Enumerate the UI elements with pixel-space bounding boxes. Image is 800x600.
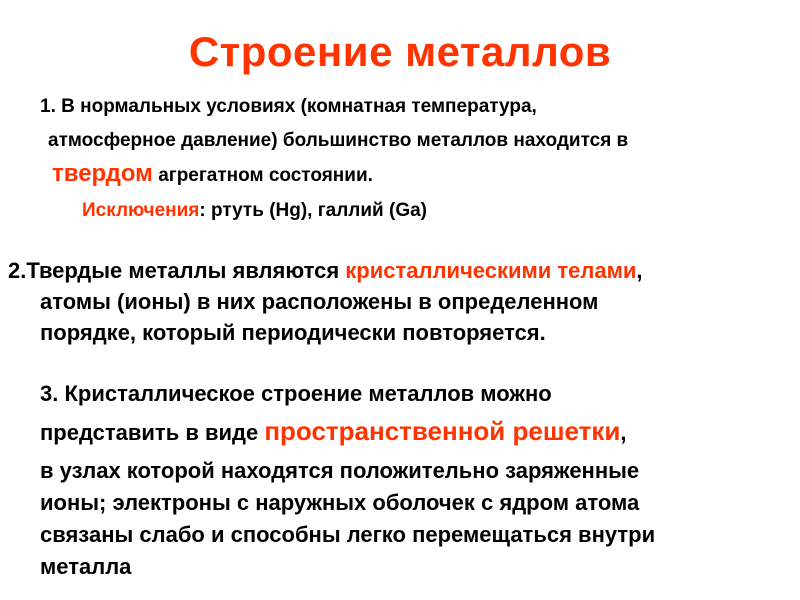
highlight-spatial-lattice: пространственной решетки	[264, 416, 621, 446]
exceptions-label: Исключения	[82, 200, 200, 221]
p2-line3: порядке, который периодически повторяется.	[40, 320, 546, 345]
highlight-solid: твердом	[52, 160, 153, 187]
p3-line4: ионы; электроны с наружных оболочек с ядром атома	[40, 490, 640, 515]
p3-line6: металла	[40, 554, 132, 579]
p3-line1: 3. Кристаллическое строение металлов можно	[40, 381, 552, 406]
exceptions-text: : ртуть (Hg), галлий (Ga)	[199, 200, 427, 221]
p1-line2: атмосферное давление) большинство металлов находится в	[48, 130, 629, 151]
slide-title: Строение металлов	[188, 28, 612, 75]
p1-line3-rest: агрегатном состоянии.	[152, 165, 373, 186]
highlight-crystalline-bodies: кристаллическими телами	[345, 258, 637, 283]
p2-line2: атомы (ионы) в них расположены в определенном	[40, 289, 599, 314]
p1-line3	[52, 160, 373, 188]
p3-line5: связаны слабо и способны легко перемещаться внутри	[40, 522, 656, 547]
p2-line1-end: ,	[636, 258, 643, 283]
p2-line1	[8, 258, 643, 284]
p3-line3: в узлах которой находятся положительно заряженные	[40, 458, 640, 483]
p3-line2	[40, 416, 626, 447]
p1-line1: 1. В нормальных условиях (комнатная температура,	[40, 96, 537, 117]
p3-line2-start: представить в виде	[40, 420, 265, 445]
p2-line1-start: 2.Твердые металлы являются	[8, 258, 346, 283]
exceptions-line	[82, 200, 427, 222]
p3-line2-end: ,	[620, 420, 627, 445]
